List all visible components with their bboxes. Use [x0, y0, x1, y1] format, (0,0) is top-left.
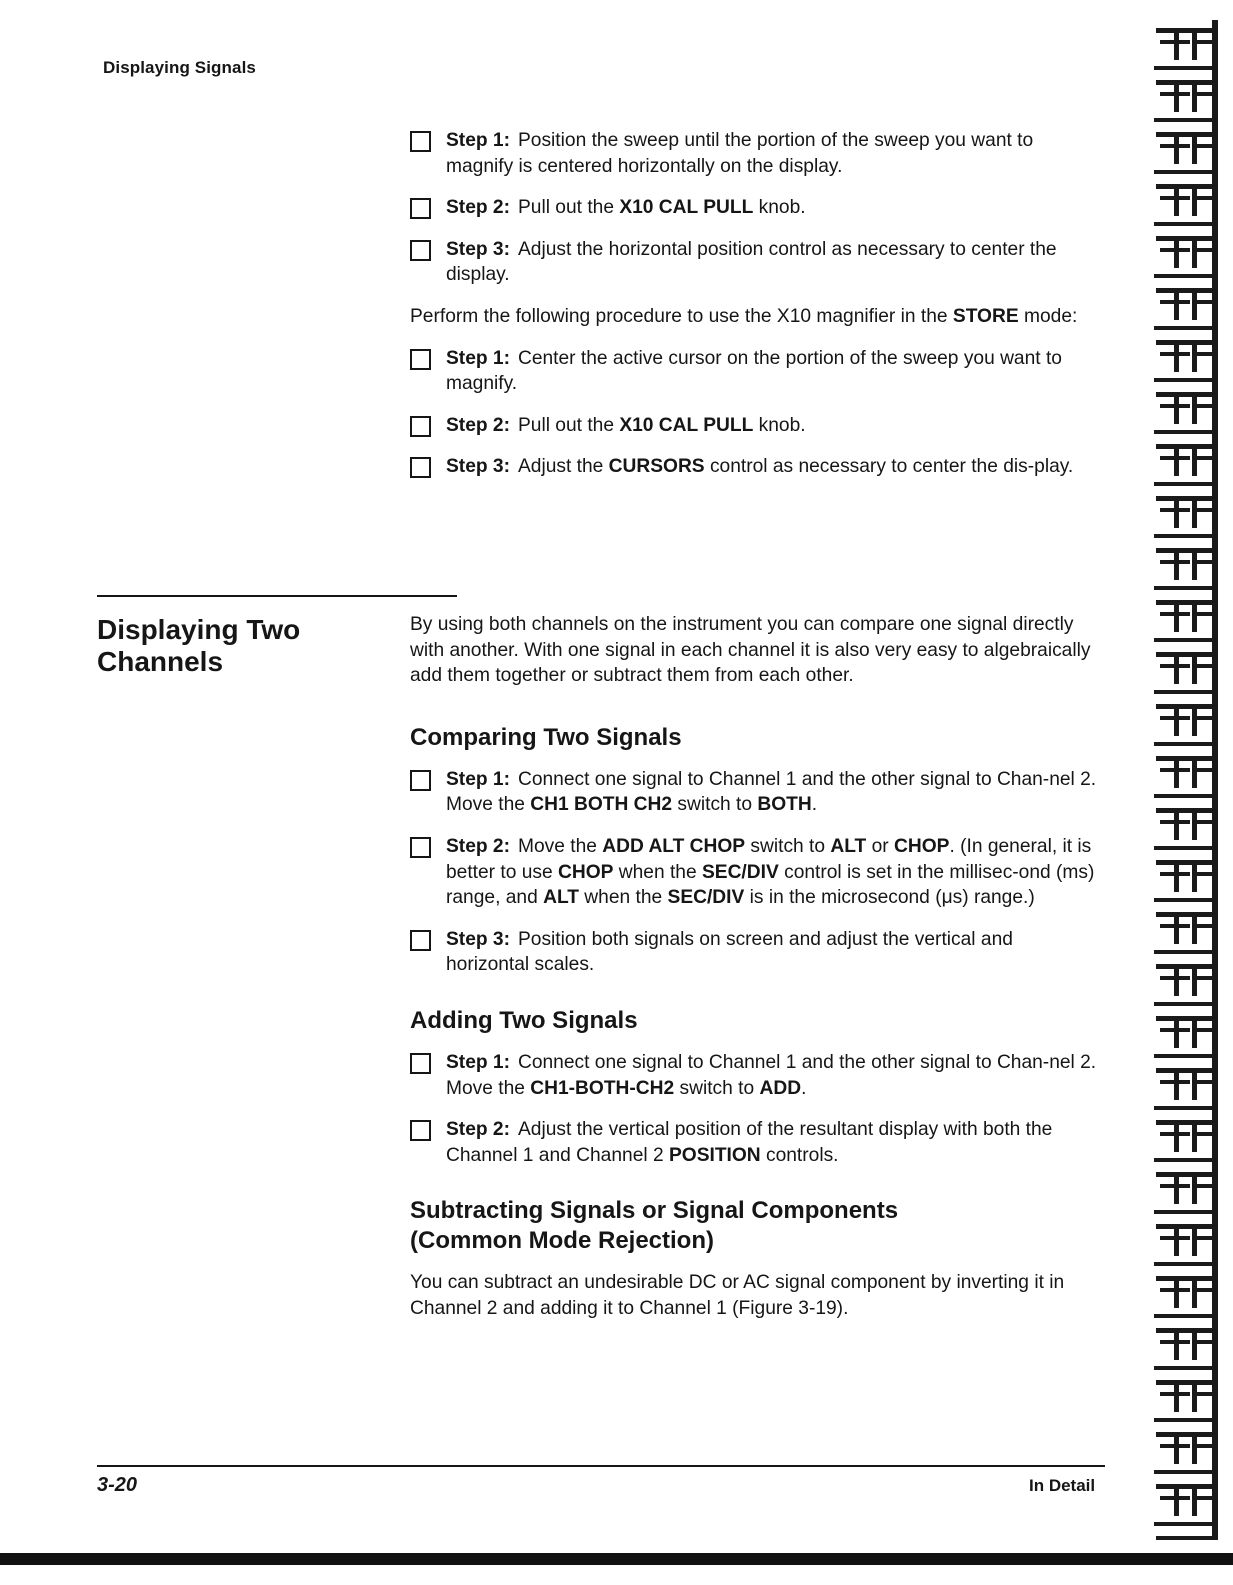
emphasis-term: SEC/DIV: [667, 887, 745, 909]
checkbox-icon: [410, 930, 431, 951]
store-intro-paragraph: Perform the following procedure to use the X10 magnifier in the STORE mode:: [410, 305, 1078, 327]
step-label: Step 2:: [446, 1119, 510, 1141]
step-label: Step 2:: [446, 835, 510, 857]
emphasis-term: POSITION: [668, 1144, 761, 1166]
step-text: Move the ADD ALT CHOP switch to ALT or CHOP. (In general, it is better to use CHOP when the SEC/DIV control is set in the millisec-ond (ms) range, and ALT when the SEC/DIV is in the microsecond (μs) range.): [446, 835, 1095, 909]
checkbox-icon: [410, 1053, 431, 1074]
emphasis-term: CH1 BOTH CH2: [530, 794, 673, 816]
subtracting-heading-line2: (Common Mode Rejection): [410, 1227, 714, 1255]
adding-heading: Adding Two Signals: [410, 1006, 638, 1034]
step-text: Connect one signal to Channel 1 and the other signal to Chan-nel 2. Move the CH1-BOTH-CH2 switch to ADD.: [446, 1051, 1097, 1099]
step-label: Step 3:: [446, 928, 510, 950]
checkbox-icon: [410, 1120, 431, 1141]
page-number: 3-20: [97, 1474, 138, 1496]
subtracting-heading: [410, 1196, 1100, 1256]
comparing-step-list: [410, 767, 1100, 978]
footer-section-name: In Detail: [1029, 1476, 1096, 1495]
step-text: Adjust the horizontal position control as necessary to center the display.: [446, 238, 1057, 286]
emphasis-term: ADD ALT CHOP: [602, 835, 746, 857]
adding-step-list: [410, 1050, 1100, 1168]
step-item: [410, 195, 1100, 221]
section-divider: [97, 595, 457, 597]
emphasis-term: CHOP: [558, 861, 614, 883]
step-item: [410, 1050, 1100, 1101]
top-step-list: [410, 128, 1100, 288]
footer-rule: [97, 1465, 1105, 1467]
two-channels-block: [410, 612, 1100, 1338]
section-intro: By using both channels on the instrument you can compare one signal directly with another. With one signal in each channel it is also very easy to algebraically add them together or subtract them from each other.: [410, 614, 1091, 687]
step-text: Position both signals on screen and adjust the vertical and horizontal scales.: [446, 928, 1013, 976]
checkbox-icon: [410, 131, 431, 152]
emphasis-term: STORE: [952, 305, 1019, 327]
checkbox-icon: [410, 240, 431, 261]
step-label: Step 3:: [446, 238, 510, 260]
comparing-heading: Comparing Two Signals: [410, 723, 682, 751]
step-text: Adjust the CURSORS control as necessary to center the dis-play.: [517, 456, 1074, 478]
checkbox-icon: [410, 770, 431, 791]
step-text: Pull out the X10 CAL PULL knob.: [517, 414, 806, 436]
emphasis-term: X10 CAL PULL: [619, 197, 754, 219]
step-text: Adjust the vertical position of the resultant display with both the Channel 1 and Channel 2 POSITION controls.: [446, 1119, 1053, 1166]
step-label: Step 2:: [446, 197, 510, 219]
step-item: [410, 237, 1100, 288]
step-text: Connect one signal to Channel 1 and the other signal to Chan-nel 2. Move the CH1 BOTH CH2 switch to BOTH.: [446, 768, 1097, 816]
emphasis-term: BOTH: [757, 794, 812, 816]
running-header: Displaying Signals: [103, 58, 256, 77]
emphasis-term: CURSORS: [608, 456, 705, 478]
step-item: [410, 413, 1100, 439]
magnifier-steps-block: [410, 128, 1100, 496]
emphasis-term: ADD: [759, 1077, 802, 1099]
step-item: [410, 834, 1100, 911]
step-item: [410, 767, 1100, 818]
emphasis-term: X10 CAL PULL: [619, 414, 754, 436]
step-label: Step 2:: [446, 414, 510, 436]
step-item: [410, 128, 1100, 179]
step-label: Step 1:: [446, 1051, 510, 1073]
store-step-list: [410, 346, 1100, 480]
step-item: [410, 927, 1100, 978]
checkbox-icon: [410, 837, 431, 858]
step-item: [410, 454, 1100, 480]
checkbox-icon: [410, 416, 431, 437]
step-item: [410, 1117, 1100, 1168]
scan-edge-pattern: [1146, 20, 1224, 1540]
checkbox-icon: [410, 457, 431, 478]
step-item: [410, 346, 1100, 397]
checkbox-icon: [410, 198, 431, 219]
step-label: Step 3:: [446, 456, 510, 478]
subtracting-paragraph: You can subtract an undesirable DC or AC signal component by inverting it in Channel 2 and adding it to Channel 1 (Figure 3-19).: [410, 1272, 1065, 1319]
section-title: Displaying Two Channels: [97, 614, 301, 677]
step-text: Pull out the X10 CAL PULL knob.: [517, 197, 806, 219]
step-label: Step 1:: [446, 347, 510, 369]
emphasis-term: CHOP: [894, 835, 950, 857]
emphasis-term: SEC/DIV: [701, 861, 779, 883]
scan-bottom-border: [0, 1553, 1233, 1565]
emphasis-term: CH1-BOTH-CH2: [530, 1077, 675, 1099]
emphasis-term: ALT: [830, 835, 867, 857]
emphasis-term: ALT: [543, 887, 579, 909]
subtracting-heading-line1: Subtracting Signals or Signal Components: [410, 1197, 899, 1225]
step-text: Center the active cursor on the portion of the sweep you want to magnify.: [446, 347, 1062, 395]
step-label: Step 1:: [446, 130, 510, 151]
step-label: Step 1:: [446, 768, 510, 790]
checkbox-icon: [410, 349, 431, 370]
step-text: Position the sweep until the portion of the sweep you want to magnify is centered horizontally on the display.: [446, 130, 1034, 177]
